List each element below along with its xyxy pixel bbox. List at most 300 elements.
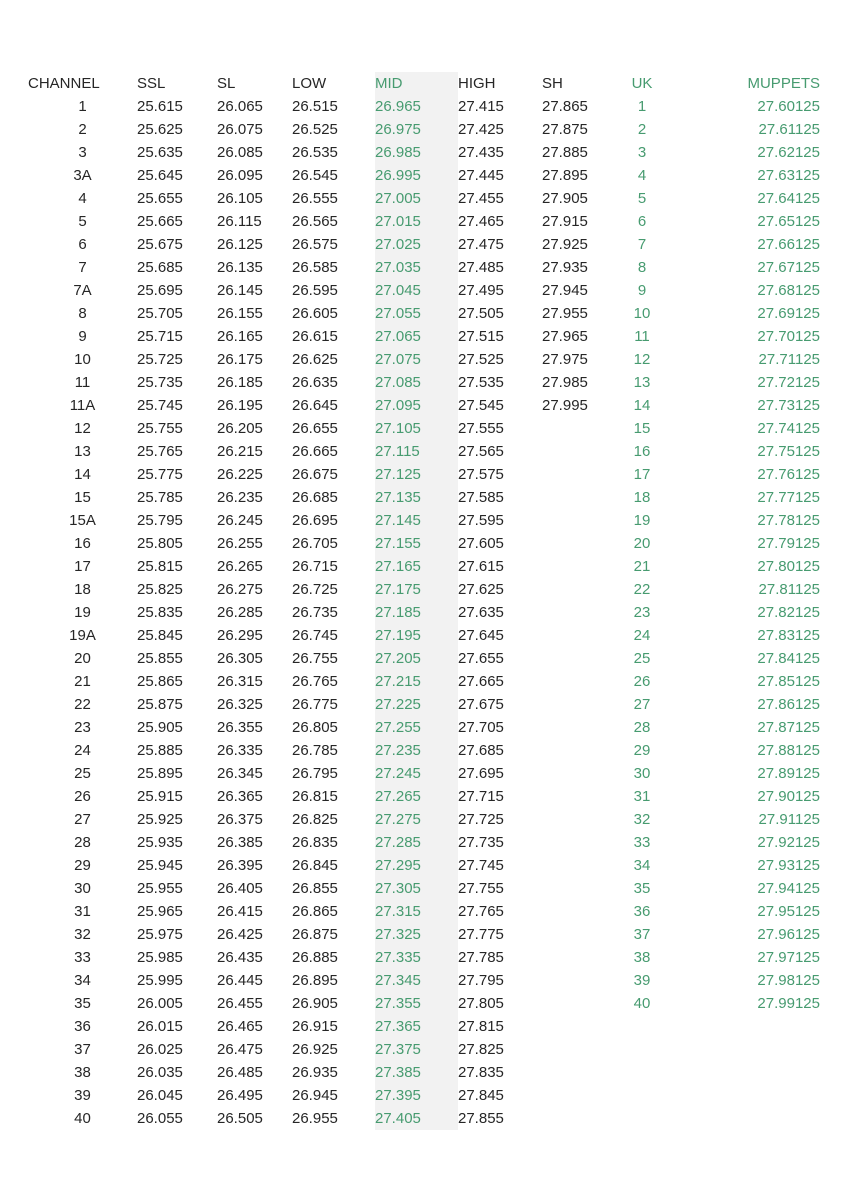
cell-channel: 7: [78, 259, 87, 276]
cell-uk: 12: [633, 351, 651, 368]
cell-mid: 27.315: [375, 900, 458, 923]
cell-muppets: 27.98125: [757, 972, 820, 989]
cell-high: 27.415: [458, 98, 504, 115]
cell-ssl: 25.685: [137, 259, 183, 276]
cell-ssl: 25.995: [137, 972, 183, 989]
cell-sh: [542, 463, 612, 486]
cell-sl: 26.085: [217, 144, 263, 161]
cell-low: 26.655: [292, 420, 338, 437]
cell-sl: 26.315: [217, 673, 263, 690]
cell-ssl: 25.825: [137, 581, 183, 598]
cell-muppets: 27.66125: [757, 236, 820, 253]
cell-high: 27.835: [458, 1064, 504, 1081]
cell-muppets: 27.92125: [757, 834, 820, 851]
cell-muppets: 27.77125: [757, 489, 820, 506]
cell-sh: [542, 670, 612, 693]
cell-sl: 26.425: [217, 926, 263, 943]
cell-high: 27.735: [458, 834, 504, 851]
cell-channel: 29: [74, 857, 91, 874]
cell-sl: 26.385: [217, 834, 263, 851]
cell-mid: 27.025: [375, 233, 458, 256]
cell-mid: 27.365: [375, 1015, 458, 1038]
cell-sh: [542, 693, 612, 716]
cell-channel: 7A: [73, 282, 92, 299]
table-row: [28, 486, 820, 509]
cell-muppets: 27.61125: [758, 121, 820, 138]
cell-muppets: 27.93125: [757, 857, 820, 874]
cell-mid: 27.325: [375, 923, 458, 946]
cell-sl: 26.255: [217, 535, 263, 552]
cell-channel: 36: [74, 1018, 91, 1035]
cell-uk: 10: [633, 305, 651, 322]
cell-ssl: 25.925: [137, 811, 183, 828]
cell-high: 27.705: [458, 719, 504, 736]
cell-ssl: 25.965: [137, 903, 183, 920]
cell-sl: 26.455: [217, 995, 263, 1012]
cell-high: 27.665: [458, 673, 504, 690]
cell-high: 27.745: [458, 857, 504, 874]
cell-sh: 27.975: [542, 351, 588, 368]
cell-ssl: 26.055: [137, 1110, 183, 1127]
cell-high: 27.605: [458, 535, 504, 552]
table-row: [28, 463, 820, 486]
cell-channel: 19: [74, 604, 91, 621]
cell-muppets: 27.80125: [757, 558, 820, 575]
table-row: [28, 302, 820, 325]
cell-sh: 27.925: [542, 236, 588, 253]
cell-channel: 3A: [73, 167, 92, 184]
cell-muppets: 27.82125: [757, 604, 820, 621]
table-row: [28, 1038, 820, 1061]
cell-sh: [542, 992, 612, 1015]
cell-mid: 27.155: [375, 532, 458, 555]
cell-uk: 36: [633, 903, 651, 920]
cell-channel: 32: [74, 926, 91, 943]
cell-uk: 31: [633, 788, 651, 805]
table-row: [28, 118, 820, 141]
cell-uk: [612, 1015, 672, 1038]
col-header-mid: MID: [375, 72, 458, 95]
cell-channel: 15: [74, 489, 91, 506]
col-header-sh: SH: [542, 75, 563, 92]
cell-ssl: 26.035: [137, 1064, 183, 1081]
cell-high: 27.445: [458, 167, 504, 184]
cell-muppets: 27.81125: [758, 581, 820, 598]
cell-mid: 27.275: [375, 808, 458, 831]
cell-muppets: 27.84125: [757, 650, 820, 667]
cell-low: 26.665: [292, 443, 338, 460]
cell-sh: 27.895: [542, 167, 588, 184]
cell-mid: 27.115: [375, 440, 458, 463]
cell-muppets: 27.76125: [757, 466, 820, 483]
cell-high: 27.655: [458, 650, 504, 667]
cell-channel: 10: [74, 351, 91, 368]
cell-channel: 9: [78, 328, 87, 345]
cell-ssl: 25.875: [137, 696, 183, 713]
cell-uk: 8: [637, 259, 647, 276]
table-row: [28, 394, 820, 417]
cell-muppets: [672, 1061, 820, 1084]
cell-high: 27.685: [458, 742, 504, 759]
cell-uk: 16: [633, 443, 651, 460]
cell-low: 26.815: [292, 788, 338, 805]
cell-ssl: 25.695: [137, 282, 183, 299]
cell-sl: 26.325: [217, 696, 263, 713]
cell-high: 27.825: [458, 1041, 504, 1058]
cell-low: 26.805: [292, 719, 338, 736]
cell-channel: 2: [78, 121, 87, 138]
cell-high: 27.725: [458, 811, 504, 828]
cell-muppets: 27.91125: [758, 811, 820, 828]
cell-channel: 40: [74, 1110, 91, 1127]
cell-high: 27.755: [458, 880, 504, 897]
header-row: [28, 72, 820, 95]
table-row: [28, 969, 820, 992]
cell-uk: 33: [633, 834, 651, 851]
cell-muppets: [672, 1084, 820, 1107]
cell-low: 26.575: [292, 236, 338, 253]
cell-sl: 26.245: [217, 512, 263, 529]
table-row: [28, 325, 820, 348]
cell-ssl: 25.785: [137, 489, 183, 506]
cell-sl: 26.495: [217, 1087, 263, 1104]
cell-mid: 26.975: [375, 118, 458, 141]
cell-mid: 27.195: [375, 624, 458, 647]
cell-sl: 26.485: [217, 1064, 263, 1081]
cell-sl: 26.435: [217, 949, 263, 966]
cell-high: 27.765: [458, 903, 504, 920]
cell-muppets: 27.94125: [757, 880, 820, 897]
cell-low: 26.785: [292, 742, 338, 759]
table-row: [28, 785, 820, 808]
cell-mid: 27.355: [375, 992, 458, 1015]
cell-low: 26.835: [292, 834, 338, 851]
cell-mid: 27.385: [375, 1061, 458, 1084]
cell-uk: 14: [633, 397, 651, 414]
cell-muppets: 27.65125: [757, 213, 820, 230]
cell-low: 26.685: [292, 489, 338, 506]
col-header-low: LOW: [292, 75, 327, 92]
cell-muppets: 27.90125: [757, 788, 820, 805]
cell-sl: 26.175: [217, 351, 263, 368]
cell-channel: 33: [74, 949, 91, 966]
cell-high: 27.455: [458, 190, 504, 207]
cell-sh: [542, 969, 612, 992]
cell-muppets: 27.89125: [757, 765, 820, 782]
cell-sl: 26.115: [217, 213, 262, 230]
table-row: [28, 1084, 820, 1107]
cell-uk: 18: [633, 489, 651, 506]
cell-sl: 26.295: [217, 627, 263, 644]
cell-channel: 24: [74, 742, 91, 759]
cell-low: 26.645: [292, 397, 338, 414]
cell-uk: 4: [637, 167, 647, 184]
cell-muppets: [672, 1015, 820, 1038]
cell-uk: 3: [637, 144, 647, 161]
cell-mid: 27.345: [375, 969, 458, 992]
cell-uk: 29: [633, 742, 651, 759]
cell-sl: 26.145: [217, 282, 263, 299]
cell-mid: 27.135: [375, 486, 458, 509]
cell-channel: 34: [74, 972, 91, 989]
cell-ssl: 25.905: [137, 719, 183, 736]
table-row: [28, 992, 820, 1015]
cell-mid: 26.985: [375, 141, 458, 164]
cell-ssl: 26.045: [137, 1087, 183, 1104]
cell-sl: 26.095: [217, 167, 263, 184]
cell-high: 27.525: [458, 351, 504, 368]
cell-channel: 37: [74, 1041, 91, 1058]
cell-high: 27.515: [458, 328, 504, 345]
table-row: [28, 647, 820, 670]
cell-muppets: 27.74125: [757, 420, 820, 437]
cell-high: 27.595: [458, 512, 504, 529]
cell-ssl: 25.705: [137, 305, 183, 322]
cell-sl: 26.225: [217, 466, 263, 483]
table-row: [28, 578, 820, 601]
cell-ssl: 25.675: [137, 236, 183, 253]
cell-sh: [542, 647, 612, 670]
cell-muppets: 27.85125: [757, 673, 820, 690]
cell-channel: 1: [78, 98, 87, 115]
cell-mid: 27.075: [375, 348, 458, 371]
cell-ssl: 25.815: [137, 558, 183, 575]
cell-high: 27.435: [458, 144, 504, 161]
cell-uk: 39: [633, 972, 651, 989]
cell-uk: 20: [633, 535, 651, 552]
cell-sl: 26.355: [217, 719, 263, 736]
cell-ssl: 25.895: [137, 765, 183, 782]
cell-uk: 13: [633, 374, 651, 391]
cell-sh: [542, 417, 612, 440]
cell-sh: [542, 1038, 612, 1061]
cell-low: 26.605: [292, 305, 338, 322]
cell-ssl: 25.975: [137, 926, 183, 943]
cell-low: 26.545: [292, 167, 338, 184]
cell-sh: [542, 555, 612, 578]
cell-sh: [542, 900, 612, 923]
cell-mid: 27.165: [375, 555, 458, 578]
cell-mid: 27.015: [375, 210, 458, 233]
cell-ssl: 25.885: [137, 742, 183, 759]
cell-muppets: 27.73125: [757, 397, 820, 414]
table-row: [28, 854, 820, 877]
table-row: [28, 256, 820, 279]
cell-sh: [542, 1084, 612, 1107]
cell-muppets: 27.78125: [757, 512, 820, 529]
cell-mid: 27.305: [375, 877, 458, 900]
cell-low: 26.915: [292, 1018, 338, 1035]
cell-channel: 13: [74, 443, 91, 460]
cell-uk: 1: [637, 98, 647, 115]
cell-low: 26.595: [292, 282, 338, 299]
cell-ssl: 26.025: [137, 1041, 183, 1058]
cell-channel: 11A: [69, 397, 96, 414]
table-row: [28, 1015, 820, 1038]
cell-low: 26.935: [292, 1064, 338, 1081]
cell-ssl: 25.645: [137, 167, 183, 184]
cell-mid: 27.335: [375, 946, 458, 969]
cell-muppets: 27.88125: [757, 742, 820, 759]
cell-ssl: 25.935: [137, 834, 183, 851]
cell-channel: 20: [74, 650, 91, 667]
cell-uk: 22: [633, 581, 651, 598]
cell-sh: 27.955: [542, 305, 588, 322]
cell-muppets: 27.86125: [757, 696, 820, 713]
cell-sl: 26.195: [217, 397, 263, 414]
cell-muppets: 27.71125: [758, 351, 820, 368]
cell-sl: 26.305: [217, 650, 263, 667]
cell-low: 26.705: [292, 535, 338, 552]
cell-ssl: 25.945: [137, 857, 183, 874]
col-header-channel: CHANNEL: [28, 75, 100, 92]
cell-sl: 26.345: [217, 765, 263, 782]
cell-low: 26.625: [292, 351, 338, 368]
cell-mid: 27.375: [375, 1038, 458, 1061]
cell-sh: [542, 946, 612, 969]
table-row: [28, 831, 820, 854]
cell-muppets: 27.69125: [757, 305, 820, 322]
cell-low: 26.615: [292, 328, 338, 345]
cell-muppets: 27.96125: [757, 926, 820, 943]
cell-uk: 34: [633, 857, 651, 874]
cell-ssl: 25.765: [137, 443, 183, 460]
cell-high: 27.645: [458, 627, 504, 644]
cell-uk: 23: [633, 604, 651, 621]
cell-muppets: 27.63125: [757, 167, 820, 184]
cell-high: 27.495: [458, 282, 504, 299]
cell-ssl: 25.615: [137, 98, 183, 115]
table-row: [28, 716, 820, 739]
cell-sl: 26.265: [217, 558, 263, 575]
cell-uk: 40: [633, 995, 651, 1012]
cell-high: 27.815: [458, 1018, 504, 1035]
cell-mid: 27.205: [375, 647, 458, 670]
cell-low: 26.825: [292, 811, 338, 828]
table-row: [28, 624, 820, 647]
table-row: [28, 670, 820, 693]
cell-ssl: 25.865: [137, 673, 183, 690]
cell-sl: 26.135: [217, 259, 263, 276]
cell-low: 26.795: [292, 765, 338, 782]
cell-mid: 27.245: [375, 762, 458, 785]
cell-channel: 16: [74, 535, 91, 552]
cell-ssl: 25.745: [137, 397, 183, 414]
cell-sh: [542, 923, 612, 946]
cell-uk: [612, 1107, 672, 1130]
cell-sl: 26.475: [217, 1041, 263, 1058]
table-row: [28, 509, 820, 532]
cell-sl: 26.215: [217, 443, 263, 460]
cell-low: 26.885: [292, 949, 338, 966]
cell-mid: 27.235: [375, 739, 458, 762]
cell-sh: [542, 440, 612, 463]
cell-uk: 25: [633, 650, 651, 667]
cell-high: 27.535: [458, 374, 504, 391]
cell-uk: 24: [633, 627, 651, 644]
cell-high: 27.695: [458, 765, 504, 782]
cell-uk: 6: [637, 213, 647, 230]
table-row: [28, 1061, 820, 1084]
cell-ssl: 25.725: [137, 351, 183, 368]
cell-sl: 26.445: [217, 972, 263, 989]
cell-sh: [542, 854, 612, 877]
cell-sh: 27.965: [542, 328, 588, 345]
cell-channel: 30: [74, 880, 91, 897]
cell-high: 27.565: [458, 443, 504, 460]
cell-muppets: 27.87125: [757, 719, 820, 736]
cell-mid: 27.175: [375, 578, 458, 601]
cell-muppets: 27.64125: [757, 190, 820, 207]
cell-muppets: 27.79125: [757, 535, 820, 552]
cell-sh: [542, 532, 612, 555]
cell-mid: 27.395: [375, 1084, 458, 1107]
cell-low: 26.865: [292, 903, 338, 920]
table-row: [28, 601, 820, 624]
cell-uk: 27: [633, 696, 651, 713]
cell-channel: 4: [78, 190, 87, 207]
cell-mid: 27.185: [375, 601, 458, 624]
cell-muppets: [672, 1038, 820, 1061]
cell-uk: 5: [637, 190, 647, 207]
cell-uk: [612, 1061, 672, 1084]
cell-sh: [542, 831, 612, 854]
cell-high: 27.505: [458, 305, 504, 322]
cell-sh: 27.865: [542, 98, 588, 115]
cell-low: 26.525: [292, 121, 338, 138]
table-row: [28, 95, 820, 118]
cell-low: 26.635: [292, 374, 338, 391]
table-row: [28, 1107, 820, 1130]
table-row: [28, 210, 820, 233]
cell-high: 27.425: [458, 121, 504, 138]
table-row: [28, 187, 820, 210]
cell-muppets: 27.70125: [757, 328, 820, 345]
cell-channel: 21: [74, 673, 91, 690]
cell-high: 27.845: [458, 1087, 504, 1104]
cell-uk: 38: [633, 949, 651, 966]
cell-low: 26.515: [292, 98, 338, 115]
cell-sl: 26.205: [217, 420, 263, 437]
cell-channel: 35: [74, 995, 91, 1012]
cell-channel: 8: [78, 305, 87, 322]
cell-sl: 26.275: [217, 581, 263, 598]
table-row: [28, 762, 820, 785]
cell-channel: 39: [74, 1087, 91, 1104]
cell-channel: 18: [74, 581, 91, 598]
cell-ssl: 26.005: [137, 995, 183, 1012]
cell-low: 26.855: [292, 880, 338, 897]
col-header-high: HIGH: [458, 75, 496, 92]
cell-high: 27.465: [458, 213, 504, 230]
cell-high: 27.625: [458, 581, 504, 598]
cell-uk: 26: [633, 673, 651, 690]
cell-sh: 27.995: [542, 397, 588, 414]
cell-channel: 3: [78, 144, 87, 161]
cell-low: 26.585: [292, 259, 338, 276]
cell-uk: 30: [633, 765, 651, 782]
cell-muppets: 27.97125: [757, 949, 820, 966]
cell-sh: 27.935: [542, 259, 588, 276]
cell-mid: 27.035: [375, 256, 458, 279]
table-row: [28, 877, 820, 900]
cell-low: 26.905: [292, 995, 338, 1012]
cell-high: 27.675: [458, 696, 504, 713]
cell-high: 27.475: [458, 236, 504, 253]
table-row: [28, 946, 820, 969]
cell-channel: 12: [74, 420, 91, 437]
table-row: [28, 164, 820, 187]
